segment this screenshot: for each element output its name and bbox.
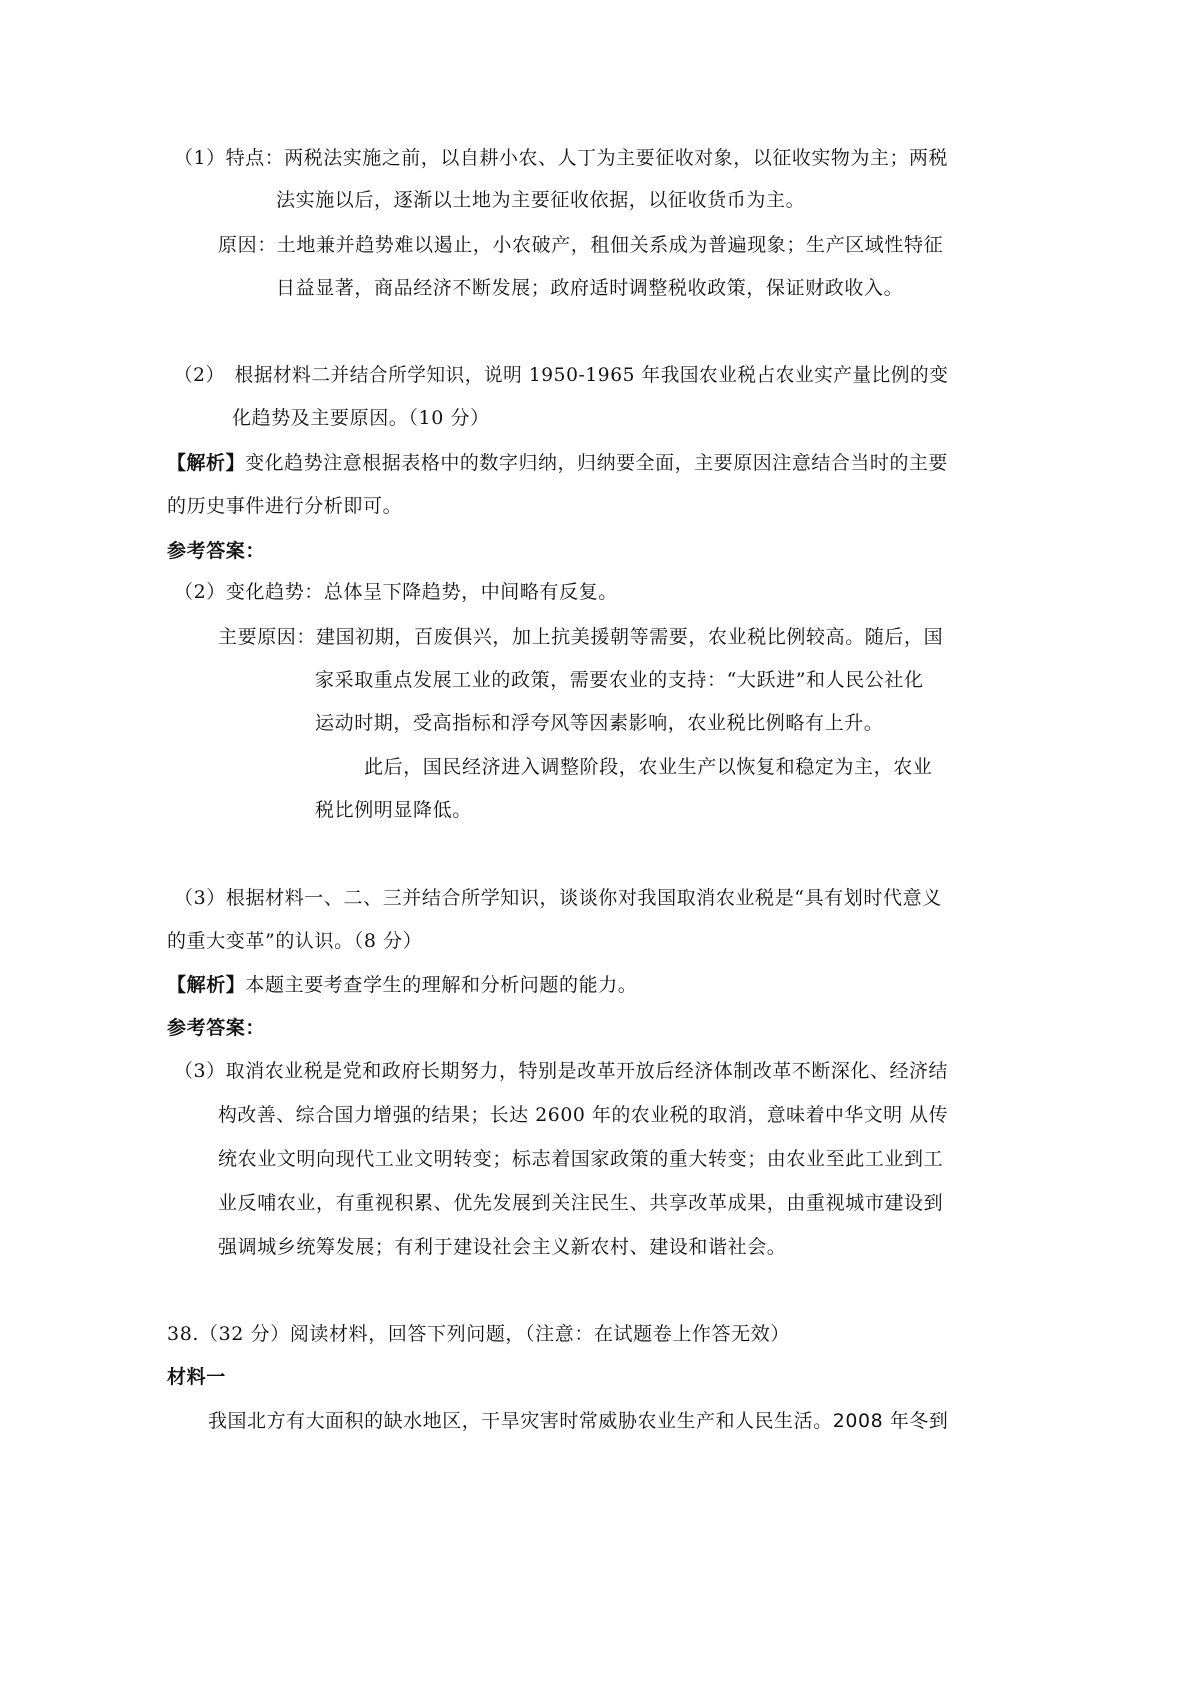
q3-answer-line: 强调城乡统筹发展；有利于建设社会主义新农村、建设和谐社会。	[218, 1236, 787, 1258]
q2-answer-line: （2）变化趋势：总体呈下降趋势，中间略有反复。	[174, 581, 618, 603]
ref-answer-heading: 参考答案：	[167, 540, 266, 562]
q2-answer-line: 运动时期，受高指标和浮夸风等因素影响，农业税比例略有上升。	[315, 712, 884, 734]
q1-answer-line: 日益显著，商品经济不断发展；政府适时调整税收政策，保证财政收入。	[276, 277, 904, 299]
q2-answer-line: 税比例明显降低。	[315, 799, 472, 821]
q2-answer-line: 此后，国民经济进入调整阶段，农业生产以恢复和稳定为主，农业	[364, 756, 933, 778]
q3-answer-line: 业反哺农业，有重视积累、优先发展到关注民生、共享改革成果，由重视城市建设到	[218, 1192, 944, 1214]
q3-answer-line: 统农业文明向现代工业文明转变；标志着国家政策的重大转变；由农业至此工业到工	[218, 1148, 944, 1170]
q1-answer-line: 法实施以后，逐渐以土地为主要征收依据，以征收货币为主。	[276, 189, 806, 211]
analysis-label: 【解析】	[167, 452, 246, 474]
q1-answer-line: （1）特点：两税法实施之前，以自耕小农、人丁为主要征收对象，以征收实物为主；两税	[174, 147, 949, 169]
q2-question-line: 化趋势及主要原因。（10 分）	[232, 407, 490, 429]
q3-question-line: 的重大变革”的认识。（8 分）	[167, 930, 423, 952]
q3-question-line: （3）根据材料一、二、三并结合所学知识，谈谈你对我国取消农业税是“具有划时代意义	[174, 887, 942, 909]
analysis-text: 本题主要考查学生的理解和分析问题的能力。	[245, 974, 638, 996]
material-heading: 材料一	[167, 1366, 226, 1388]
q3-answer-line: （3）取消农业税是党和政府长期努力，特别是改革开放后经济体制改革不断深化、经济结	[174, 1060, 949, 1082]
q2-analysis-line: 的历史事件进行分析即可。	[167, 495, 403, 517]
q3-answer-line: 构改善、综合国力增强的结果；长达 2600 年的农业税的取消，意味着中华文明 从传	[218, 1104, 949, 1126]
q1-answer-line: 原因：土地兼并趋势难以遏止，小农破产，租佃关系成为普遍现象；生产区域性特征	[218, 234, 944, 256]
q3-analysis	[167, 971, 637, 999]
q2-question-line: （2） 根据材料二并结合所学知识，说明 1950-1965 年我国农业税占农业实产量比例的变	[174, 364, 949, 386]
analysis-text: 变化趋势注意根据表格中的数字归纳，归纳要全面，主要原因注意结合当时的主要	[245, 452, 949, 474]
q2-analysis	[167, 449, 948, 477]
ref-answer-heading: 参考答案：	[167, 1017, 266, 1039]
analysis-label: 【解析】	[167, 974, 246, 996]
q2-answer-line: 家采取重点发展工业的政策，需要农业的支持：“大跃进”和人民公社化	[315, 669, 924, 691]
q2-answer-line: 主要原因：建国初期，百废俱兴，加上抗美援朝等需要，农业税比例较高。随后，国	[218, 626, 944, 648]
q38-question: 38.（32 分）阅读材料，回答下列问题，（注意：在试题卷上作答无效）	[167, 1323, 790, 1345]
material-text-line: 我国北方有大面积的缺水地区，干旱灾害时常威胁农业生产和人民生活。2008 年冬到	[208, 1410, 949, 1432]
